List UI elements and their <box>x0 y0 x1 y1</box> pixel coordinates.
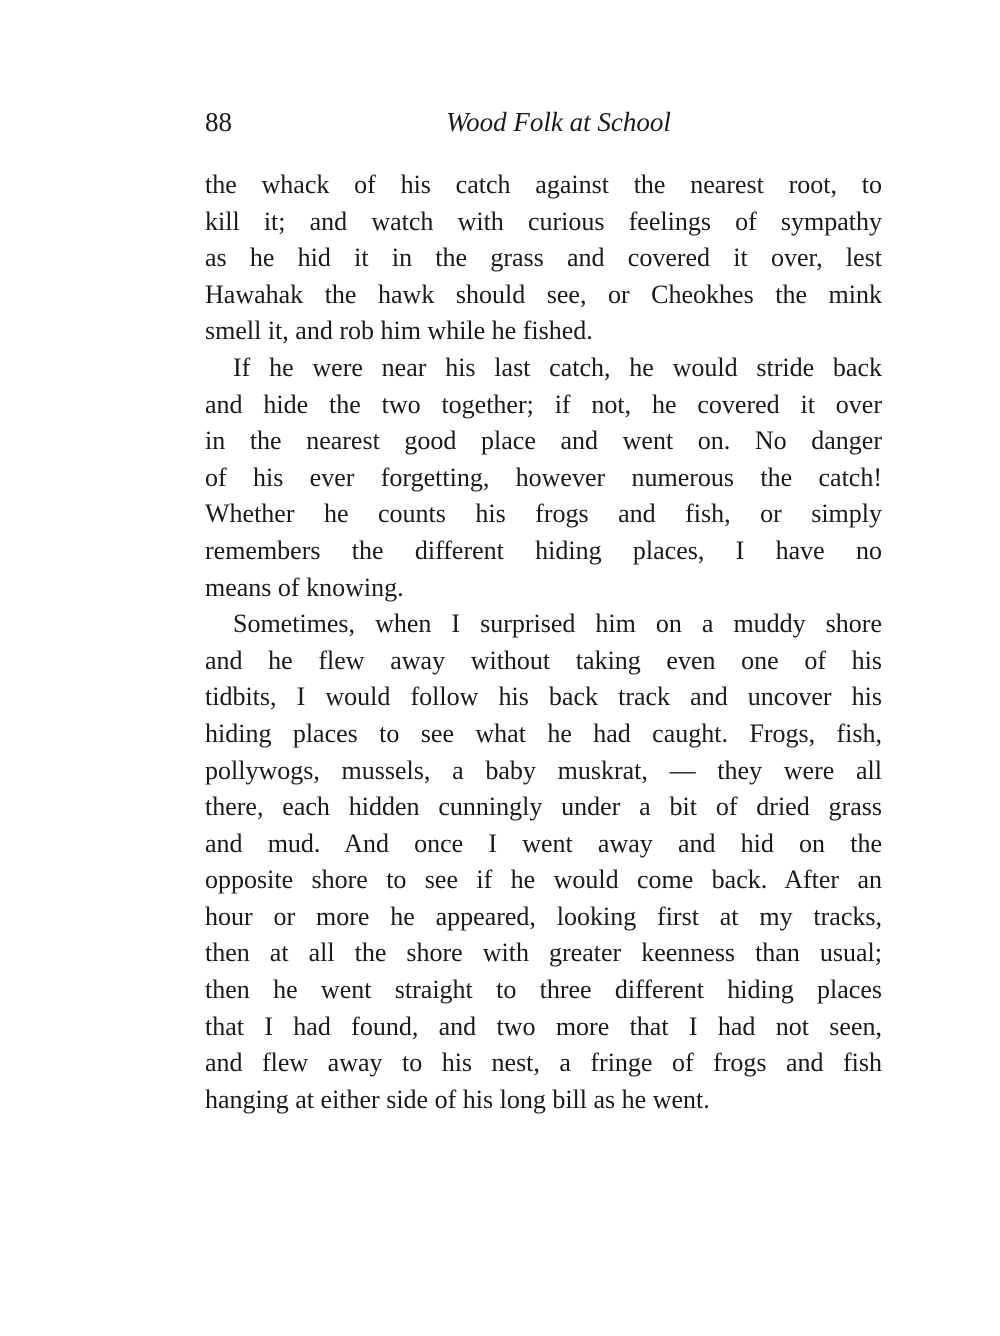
text-line: of his ever forgetting, however numerous the catch! <box>205 462 882 492</box>
text-line: and hide the two together; if not, he covered it over <box>205 389 882 419</box>
text-line: smell it, and rob him while he fished. <box>205 316 593 346</box>
text-line: and flew away to his nest, a fringe of frogs and fish <box>205 1048 882 1078</box>
text-line: hanging at either side of his long bill as he went. <box>205 1084 710 1114</box>
text-line: kill it; and watch with curious feelings of sympathy <box>205 206 882 236</box>
text-line: opposite shore to see if he would come back. After an <box>205 865 882 895</box>
text-line: Sometimes, when I surprised him on a muddy shore <box>233 609 882 639</box>
text-line: then he went straight to three different hiding places <box>205 975 882 1005</box>
text-line: as he hid it in the grass and covered it over, lest <box>205 243 882 273</box>
text-line: then at all the shore with greater keenness than usual; <box>205 938 882 968</box>
body-text <box>205 167 882 1118</box>
text-line: and mud. And once I went away and hid on the <box>205 828 882 858</box>
text-line: tidbits, I would follow his back track and uncover his <box>205 682 882 712</box>
text-line: Hawahak the hawk should see, or Cheokhes the mink <box>205 279 882 309</box>
text-line: pollywogs, mussels, a baby muskrat, — they were all <box>205 755 882 785</box>
text-line: If he were near his last catch, he would stride back <box>233 352 882 382</box>
running-head <box>205 100 882 144</box>
text-line: and he flew away without taking even one of his <box>205 645 882 675</box>
page-number: 88 <box>205 107 232 137</box>
text-line: hour or more he appeared, looking first at my tracks, <box>205 901 882 931</box>
paragraph-1 <box>205 167 882 350</box>
text-line: there, each hidden cunningly under a bit of dried grass <box>205 792 882 822</box>
text-line: means of knowing. <box>205 572 404 602</box>
text-line: in the nearest good place and went on. No danger <box>205 426 882 456</box>
text-line: Whether he counts his frogs and fish, or simply <box>205 499 882 529</box>
text-line: that I had found, and two more that I had not seen, <box>205 1011 882 1041</box>
text-line: remembers the different hiding places, I have no <box>205 535 882 565</box>
book-title: Wood Folk at School <box>446 107 671 137</box>
paragraph-2 <box>205 350 882 606</box>
text-line: the whack of his catch against the nearest root, to <box>205 170 882 199</box>
paragraph-3 <box>205 606 882 1118</box>
text-line: hiding places to see what he had caught. Frogs, fish, <box>205 718 882 748</box>
